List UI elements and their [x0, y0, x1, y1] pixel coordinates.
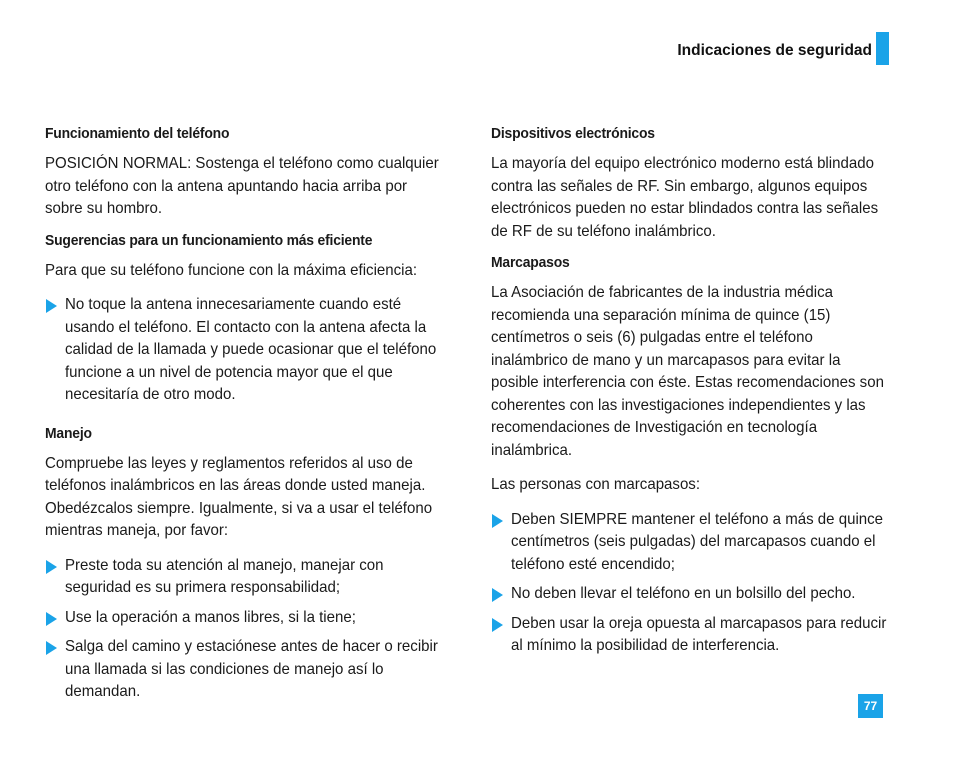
section-text-marcapasos-intro: Las personas con marcapasos: [491, 476, 701, 493]
section-text-funcionamiento: POSICIÓN NORMAL: Sostenga el teléfono como cualquier otro teléfono con la antena apuntando hacia arriba por sobre su hombro. [45, 155, 439, 217]
bullet-arrow-icon [492, 618, 503, 632]
section-heading-dispositivos: Dispositivos electrónicos [491, 126, 655, 142]
list-item [45, 607, 445, 630]
list-item [491, 613, 891, 658]
header-accent-bar [876, 32, 889, 65]
list-item [491, 509, 891, 577]
section-heading-sugerencias: Sugerencias para un funcionamiento más eficiente [45, 232, 373, 249]
bullet-arrow-icon [46, 560, 57, 574]
list-item-text: Salga del camino y estaciónese antes de hacer o recibir una llamada si las condiciones de manejo así lo demandan. [65, 638, 438, 700]
left-column [45, 126, 445, 711]
section-text-sugerencias: Para que su teléfono funcione con la máxima eficiencia: [45, 261, 418, 279]
bullet-arrow-icon [46, 612, 57, 626]
list-item [45, 294, 445, 407]
list-item-text: No deben llevar el teléfono en un bolsillo del pecho. [511, 585, 856, 602]
bullet-arrow-icon [492, 588, 503, 602]
bullet-arrow-icon [492, 514, 503, 528]
list-item [45, 636, 445, 704]
right-column [491, 126, 891, 665]
list-item-text: Use la operación a manos libres, si la tiene; [65, 608, 356, 626]
section-text-dispositivos: La mayoría del equipo electrónico moderno está blindado contra las señales de RF. Sin embargo, algunos equipos electrónicos pueden no estar blindados contra las señales de RF de su teléfono inalámbrico. [491, 155, 879, 240]
list-item-text: No toque la antena innecesariamente cuando esté usando el teléfono. El contacto con la antena afecta la calidad de la llamada y puede ocasionar que el teléfono funcione a un nivel de potencia mayor que el que necesitaría de otro modo. [65, 296, 437, 403]
list-item-text: Preste toda su atención al manejo, manejar con seguridad es su primera responsabilidad; [65, 556, 384, 596]
list-item [491, 583, 891, 606]
list-item-text: Deben SIEMPRE mantener el teléfono a más de quince centímetros (seis pulgadas) del marcapasos cuando el teléfono esté encendido; [511, 510, 884, 573]
section-text-manejo: Compruebe las leyes y reglamentos referidos al uso de teléfonos inalámbricos en las áreas donde usted maneja. Obedézcalos siempre. Igualmente, si va a usar el teléfono mientras maneja, por favor: [45, 454, 433, 539]
bullet-arrow-icon [46, 641, 57, 655]
page-header-title: Indicaciones de seguridad [677, 42, 872, 59]
section-heading-marcapasos: Marcapasos [491, 255, 570, 271]
list-item [45, 555, 445, 600]
page-number-badge: 77 [858, 694, 883, 718]
bullet-arrow-icon [46, 299, 57, 313]
list-item-text: Deben usar la oreja opuesta al marcapasos para reducir al mínimo la posibilidad de interferencia. [511, 614, 887, 654]
section-text-marcapasos: La Asociación de fabricantes de la industria médica recomienda una separación mínima de quince (15) centímetros o seis (6) pulgadas entre el teléfono inalámbrico de mano y un marcapasos para evitar la posible interferencia con éste. Estas recomendaciones son coherentes con las investigaciones independientes y las recomendaciones de Investigación en tecnología inalámbrica. [491, 284, 884, 459]
section-heading-funcionamiento: Funcionamiento del teléfono [45, 126, 230, 142]
section-heading-manejo: Manejo [45, 425, 92, 442]
